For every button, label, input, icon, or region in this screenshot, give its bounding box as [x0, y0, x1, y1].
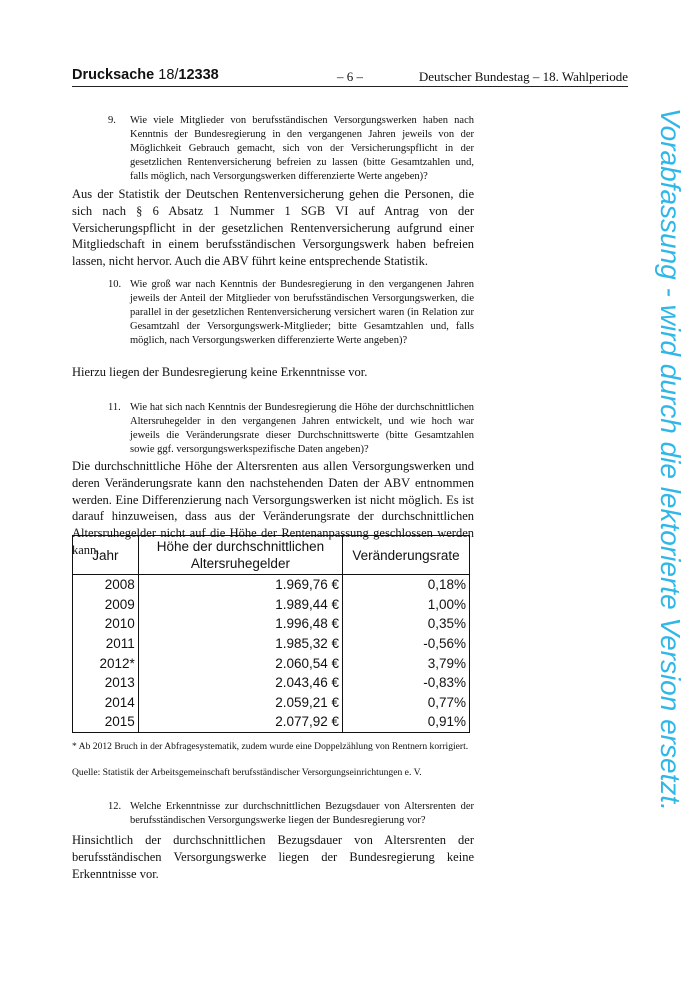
question-9 [108, 114, 474, 184]
cell-year: 2008 [73, 575, 139, 595]
cell-year: 2013 [73, 673, 139, 693]
question-number: 9. [108, 115, 116, 126]
header-amount: Höhe der durchschnittlichen Altersruhegelder [138, 536, 342, 575]
question-number: 12. [108, 801, 122, 812]
answer-10: Hierzu liegen der Bundesregierung keine Erkenntnisse vor. [72, 365, 368, 379]
cell-rate: -0,83% [343, 673, 470, 693]
question-number: 11. [108, 402, 121, 413]
cell-rate: 0,91% [343, 712, 470, 732]
table-row [73, 575, 470, 595]
question-text: Wie viele Mitglieder von berufsständischen Versorgungswerken haben nach Kenntnis der Bundesregierung in den vergangenen Jahren jeweils von der Möglichkeit Gebrauch gemacht, sich von der Versicherungspflicht in der gesetzlichen Rentenversicherung befreien zu lassen (bitte Gesamtzahlen und, falls möglich, nach Versorgungswerken differenzierte Werte angeben)? [130, 115, 474, 182]
cell-year: 2015 [73, 712, 139, 732]
page-number: – 6 – [337, 69, 363, 84]
cell-amount: 2.077,92 € [138, 712, 342, 732]
answer-11: Die durchschnittliche Höhe der Altersrenten aus allen Versorgungswerken und deren Veränderungsrate kann den nachstehenden Daten der ABV entnommen werden. Eine Differenzierung nach Versorgungswerken ist nicht möglich. Es ist darauf hinzuweisen, dass aus der Veränderungsrate der durchschnittlichen Altersruhegelder nicht auf die Höhe der Rentenanpassung geschlossen werden kann. [72, 459, 474, 557]
legislative-period: Deutscher Bundestag – 18. Wahlperiode [418, 69, 628, 84]
question-text: Wie hat sich nach Kenntnis der Bundesregierung die Höhe der durchschnittlichen Altersruhegelder in den vergangenen Jahren entwickelt, und wie hoch war jeweils die Veränderungsrate dieser Durchschnittswerte (bitte Gesamtzahlen sowie ggf. versorgungswerkspezifische Daten angeben)? [130, 402, 474, 455]
question-12 [108, 800, 474, 828]
table-row [73, 712, 470, 732]
cell-amount: 2.060,54 € [138, 653, 342, 673]
table-row [73, 673, 470, 693]
cell-amount: 2.043,46 € [138, 673, 342, 693]
table-header-row [73, 536, 470, 575]
cell-year: 2009 [73, 595, 139, 615]
cell-year: 2011 [73, 634, 139, 654]
cell-amount: 2.059,21 € [138, 693, 342, 713]
table-row [73, 634, 470, 654]
cell-amount: 1.996,48 € [138, 614, 342, 634]
table-row [73, 614, 470, 634]
header-rate: Veränderungsrate [343, 536, 470, 575]
doc-label: Drucksache [72, 67, 155, 83]
question-text: Welche Erkenntnisse zur durchschnittlichen Bezugsdauer von Altersrenten der berufsständischen Versorgungswerke liegen der Bundesregierung vor? [130, 801, 474, 826]
cell-rate: 0,77% [343, 693, 470, 713]
answer-12: Hinsichtlich der durchschnittlichen Bezugsdauer von Altersrenten der berufsständischen Versorgungswerke liegen der Bundesregierung keine Erkenntnisse vor. [72, 833, 474, 881]
watermark-text: Vorabfassung - wird durch die lektorierte Version ersetzt. [655, 108, 686, 811]
header-year: Jahr [73, 536, 139, 575]
cell-rate: 1,00% [343, 595, 470, 615]
altersruhegeld-table [72, 535, 470, 733]
question-text: Wie groß war nach Kenntnis der Bundesregierung in den vergangenen Jahren jeweils der Anteil der Mitglieder von berufsständischen Versorgungswerken, die parallel in der gesetzlichen Rentenversicherung versichert waren (in Relation zur Gesamtzahl der Versorgungswerk-Mitglieder; bitte Gesamtzahlen und, falls möglich, nach Versorgungswerken differenzierte Werte angeben)? [130, 279, 474, 346]
table-row [73, 693, 470, 713]
cell-rate: 3,79% [343, 653, 470, 673]
table-footnote: * Ab 2012 Bruch in der Abfragesystematik, zudem wurde eine Doppelzählung von Rentnern korrigiert. [72, 741, 469, 752]
answer-9: Aus der Statistik der Deutschen Rentenversicherung gehen die Personen, die sich nach § 6 Absatz 1 Nummer 1 SGB VI auf Antrag von der Versicherungspflicht in der gesetzlichen Rentenversicherung aufgrund einer Mitgliedschaft in einem berufsständischen Versorgungswerk haben befreien lassen, nicht hervor. Auch die ABV führt keine entsprechende Statistik. [72, 187, 474, 269]
cell-rate: -0,56% [343, 634, 470, 654]
table-row [73, 595, 470, 615]
cell-year: 2014 [73, 693, 139, 713]
cell-amount: 1.969,76 € [138, 575, 342, 595]
draft-watermark [655, 108, 690, 908]
table-row [73, 653, 470, 673]
cell-rate: 0,35% [343, 614, 470, 634]
cell-amount: 1.989,44 € [138, 595, 342, 615]
cell-year: 2012* [73, 653, 139, 673]
question-number: 10. [108, 279, 122, 290]
page-header [72, 64, 628, 87]
question-11 [108, 401, 474, 457]
question-10 [108, 278, 474, 348]
doc-period: 18/ [158, 67, 179, 83]
doc-number-value: 12338 [178, 67, 219, 83]
cell-amount: 1.985,32 € [138, 634, 342, 654]
cell-rate: 0,18% [343, 575, 470, 595]
cell-year: 2010 [73, 614, 139, 634]
table-source: Quelle: Statistik der Arbeitsgemeinschaft berufsständischer Versorgungseinrichtungen e. V. [72, 767, 422, 778]
